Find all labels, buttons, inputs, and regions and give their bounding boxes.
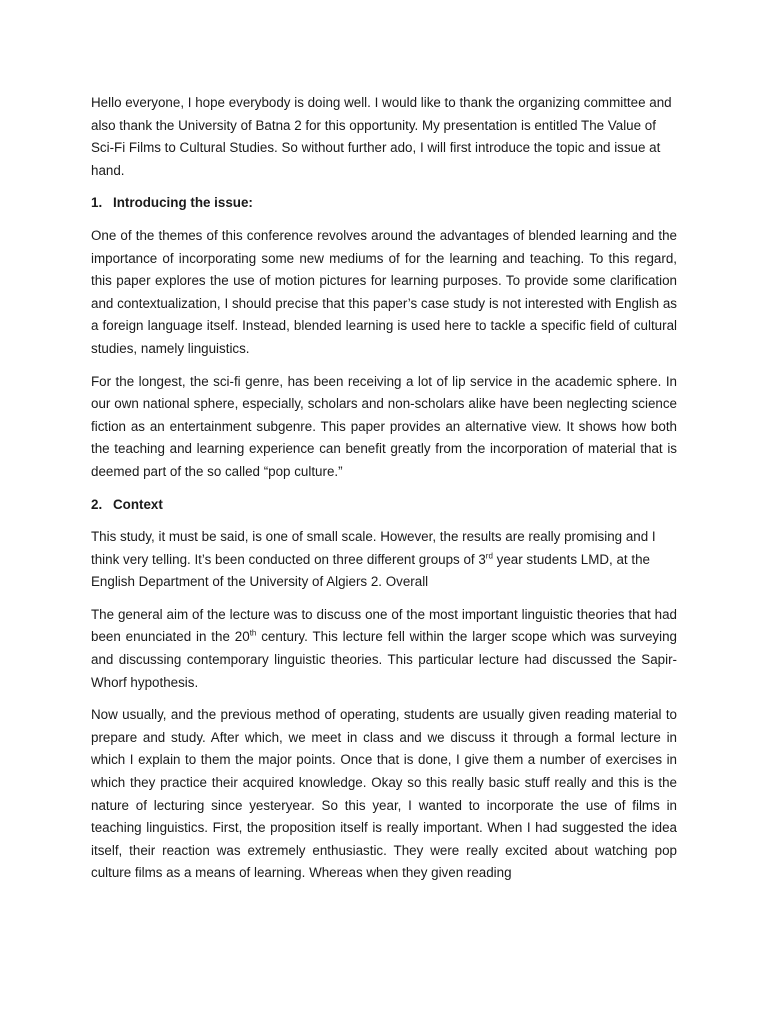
text-run: year students LMD, at the English Department of the University of Algiers 2. Overall bbox=[91, 551, 650, 590]
document-body bbox=[91, 92, 677, 895]
section-number: 1. bbox=[91, 195, 103, 211]
section-number: 2. bbox=[91, 496, 103, 512]
study-scale-paragraph bbox=[91, 526, 677, 594]
section-heading-introducing-the-issue bbox=[91, 192, 677, 215]
section-title: Context bbox=[113, 496, 163, 512]
themes-paragraph: One of the themes of this conference revolves around the advantages of blended learning and the importance of incorporating some new mediums of for the learning and teaching. To this regard, this paper explores the use of motion pictures for learning purposes. To provide some clarification and contextualization, I should precise that this paper’s case study is not interested with English as a foreign language itself. Instead, blended learning is used here to tackle a specific field of cultural studies, namely linguistics. bbox=[91, 227, 677, 356]
superscript: th bbox=[249, 629, 257, 638]
lecture-aim-paragraph bbox=[91, 604, 677, 694]
intro-paragraph: Hello everyone, I hope everybody is doing well. I would like to thank the organizing committee and also thank the University of Batna 2 for this opportunity. My presentation is entitled The Value of Sci-Fi Films to Cultural Studies. So without further ado, I will first introduce the topic and issue at hand. bbox=[91, 95, 672, 178]
text-run: century. This lecture fell within the larger scope which was surveying and discussing contemporary linguistic theories. This particular lecture had discussed the Sapir-Whorf hypothesis. bbox=[91, 629, 677, 690]
text-run: The general aim of the lecture was to discuss one of the most important linguistic theories that had been enunciated in the 20 bbox=[91, 606, 677, 645]
method-paragraph: Now usually, and the previous method of operating, students are usually given reading material to prepare and study. After which, we meet in class and we discuss it through a formal lecture in which I explain to them the major points. Once that is done, I give them a number of exercises in which they practice their acquired knowledge. Okay so this really basic stuff really and this is the nature of lecturing since yesteryear. So this year, I wanted to incorporate the use of films in teaching linguistics. First, the proposition itself is really important. When I had suggested the idea itself, their reaction was extremely enthusiastic. They were really excited about watching pop culture films as a means of learning. Whereas when they given reading bbox=[91, 707, 677, 881]
section-heading-context bbox=[91, 494, 677, 517]
sci-fi-genre-paragraph: For the longest, the sci-fi genre, has been receiving a lot of lip service in the academic sphere. In our own national sphere, especially, scholars and non-scholars alike have been neglecting science fiction as an entertainment subgenre. This paper provides an alternative view. It shows how both the teaching and learning experience can benefit greatly from the incorporation of material that is deemed part of the so called “pop culture.” bbox=[91, 373, 677, 479]
text-run: This study, it must be said, is one of small scale. However, the results are really promising and I think very telling. It’s been conducted on three different groups of 3 bbox=[91, 529, 656, 567]
superscript: rd bbox=[485, 551, 493, 561]
section-title: Introducing the issue: bbox=[113, 195, 253, 211]
